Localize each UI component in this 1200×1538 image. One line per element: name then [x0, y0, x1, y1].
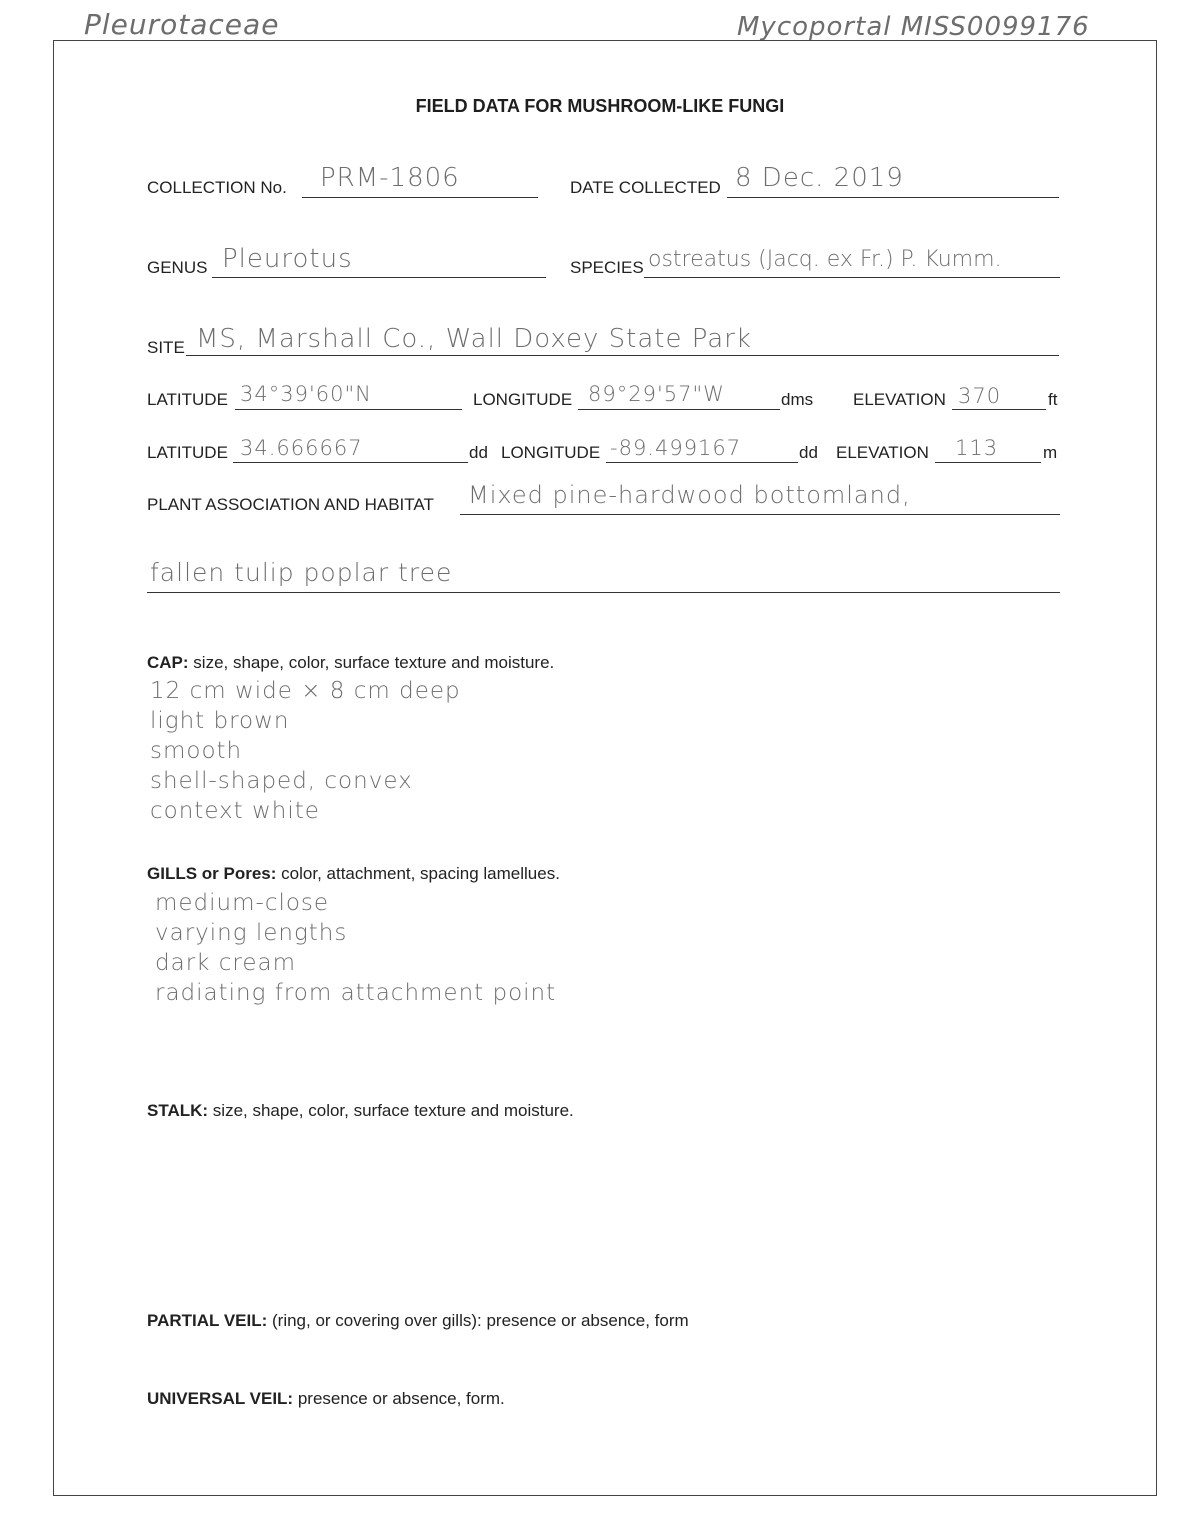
catalog-annotation: Mycoportal MISS0099176: [737, 12, 1090, 42]
elevation-m-line: [935, 462, 1041, 463]
universal-veil-heading: [147, 1389, 505, 1409]
elevation-ft-unit: ft: [1048, 390, 1058, 409]
elevation-m-value: 113: [955, 436, 999, 460]
collection-no-value: PRM-1806: [320, 163, 460, 193]
longitude-dd-unit: dd: [799, 443, 818, 462]
genus-value: Pleurotus: [222, 244, 353, 274]
universal-veil-label: UNIVERSAL VEIL:: [147, 1389, 294, 1408]
habitat-line-1: [460, 514, 1060, 515]
species-label: SPECIES: [570, 258, 644, 277]
longitude-dd-value: -89.499167: [610, 436, 742, 460]
longitude-dd-line: [606, 462, 798, 463]
longitude-dms-label: LONGITUDE: [473, 390, 573, 409]
date-collected-value: 8 Dec. 2019: [735, 163, 904, 193]
habitat-value-line-2: fallen tulip poplar tree: [150, 558, 453, 587]
latitude-dms-line: [235, 409, 462, 410]
elevation-ft-value: 370: [958, 384, 1002, 408]
stalk-prompt: size, shape, color, surface texture and moisture.: [212, 1101, 574, 1120]
stalk-heading: [147, 1101, 574, 1121]
gills-note: radiating from attachment point: [155, 980, 557, 1006]
elevation-ft-line: [952, 409, 1046, 410]
latitude-dd-line: [233, 462, 468, 463]
family-annotation: Pleurotaceae: [84, 8, 280, 41]
cap-note: smooth: [150, 738, 243, 764]
cap-heading: [147, 653, 554, 673]
gills-label: GILLS or Pores:: [147, 864, 277, 883]
collection-no-line: [302, 197, 538, 198]
genus-label: GENUS: [147, 258, 208, 277]
cap-note: light brown: [150, 708, 290, 734]
site-line: [186, 355, 1059, 356]
gills-notes: [155, 888, 556, 1008]
gills-note: dark cream: [155, 950, 297, 976]
form-title: FIELD DATA FOR MUSHROOM-LIKE FUNGI: [415, 96, 785, 116]
gills-prompt: color, attachment, spacing lamellues.: [281, 864, 560, 883]
longitude-dms-value: 89°29'57"W: [588, 382, 725, 406]
genus-line: [212, 277, 546, 278]
elevation-m-label: ELEVATION: [836, 443, 929, 462]
elevation-m-unit: m: [1043, 443, 1058, 462]
site-label: SITE: [147, 338, 185, 357]
gills-heading: [147, 864, 560, 884]
cap-label: CAP:: [147, 653, 189, 672]
partial-veil-prompt: (ring, or covering over gills): presence or absence, form: [272, 1311, 689, 1330]
cap-note: shell-shaped, convex: [150, 768, 413, 794]
cap-note: 12 cm wide × 8 cm deep: [150, 678, 461, 704]
elevation-ft-label: ELEVATION: [853, 390, 946, 409]
longitude-dd-label: LONGITUDE: [501, 443, 601, 462]
habitat-value-line-1: Mixed pine-hardwood bottomland,: [468, 481, 911, 509]
date-collected-line: [727, 197, 1059, 198]
latitude-dd-unit: dd: [469, 443, 488, 462]
partial-veil-heading: [147, 1311, 689, 1331]
universal-veil-prompt: presence or absence, form.: [297, 1389, 505, 1408]
habitat-label: PLANT ASSOCIATION AND HABITAT: [147, 495, 434, 514]
cap-notes: [150, 676, 461, 826]
cap-prompt: size, shape, color, surface texture and moisture.: [193, 653, 555, 672]
collection-no-label: COLLECTION No.: [147, 178, 287, 197]
latitude-dms-value: 34°39'60"N: [240, 382, 372, 406]
gills-note: varying lengths: [155, 920, 348, 946]
cap-note: context white: [150, 798, 320, 824]
site-value: MS, Marshall Co., Wall Doxey State Park: [196, 324, 752, 354]
stalk-label: STALK:: [147, 1101, 209, 1120]
dms-unit: dms: [781, 390, 814, 409]
latitude-dd-value: 34.666667: [240, 436, 363, 460]
species-line: [644, 277, 1060, 278]
date-collected-label: DATE COLLECTED: [570, 178, 721, 197]
partial-veil-label: PARTIAL VEIL:: [147, 1311, 268, 1330]
longitude-dms-line: [578, 409, 780, 410]
gills-note: medium-close: [155, 890, 330, 916]
latitude-dms-label: LATITUDE: [147, 390, 228, 409]
habitat-line-2: [147, 592, 1060, 593]
latitude-dd-label: LATITUDE: [147, 443, 228, 462]
species-value: ostreatus (Jacq. ex Fr.) P. Kumm.: [648, 247, 1002, 272]
